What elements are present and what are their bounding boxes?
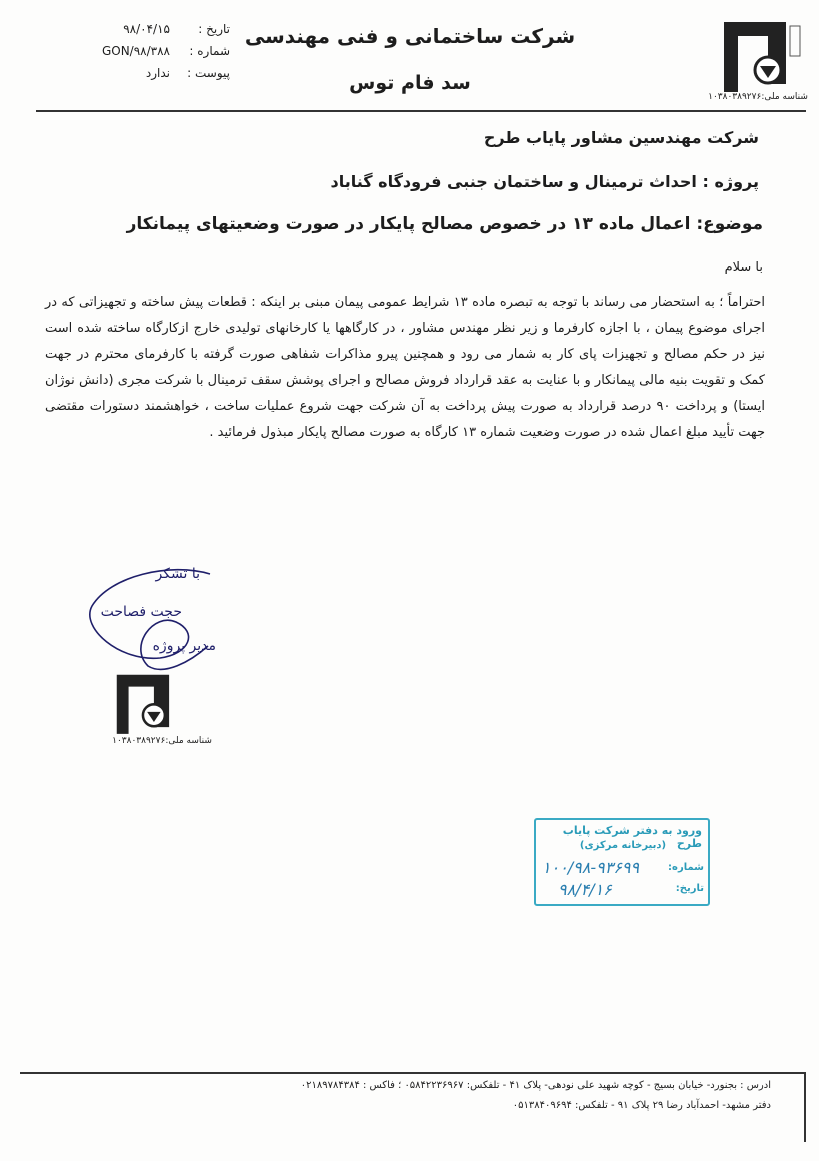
company-logo-icon (716, 14, 806, 104)
header-divider (36, 110, 806, 112)
stamp-date-label: تاریخ: (675, 883, 704, 894)
company-subtitle: سد فام توس (349, 72, 471, 94)
letter-meta (60, 18, 230, 84)
company-name: شرکت ساختمانی و فنی مهندسی (244, 24, 576, 48)
meta-number-value: GON/۹۸/۳۸۸ (101, 44, 170, 58)
handwritten-signature (80, 566, 220, 676)
meta-date (60, 18, 230, 40)
meta-attachment (60, 62, 230, 84)
footer-address-2: دفتر مشهد- احمدآباد رضا ۲۹ پلاک ۹۱ - تلفکس: ۰۵۱۳۸۴۰۹۶۹۴ (512, 1100, 771, 1111)
footer-address-1: ادرس : بجنورد- خیابان بسیج - کوچه شهید علی نودهی- پلاک ۴۱ - تلفکس: ۰۵۸۴۲۲۳۶۹۶۷ ؛ فاکس : ۰۲۱۸۹۷۸۴۳۸۴ (300, 1080, 771, 1091)
footer-side-rule (804, 1072, 806, 1142)
stamp-subtitle: (دبیرخانه مرکزی) (579, 840, 667, 851)
stamp-number-value: ۱۰۰/۹۸-۹۳۶۹۹ (542, 858, 640, 877)
meta-date-label: تاریخ : (198, 22, 230, 36)
signature-title: مدیر پروژه (152, 638, 216, 654)
stamp-number-label: شماره: (668, 862, 704, 873)
company-seal-icon (110, 668, 186, 744)
meta-number (60, 40, 230, 62)
greeting: با سلام (724, 260, 763, 275)
meta-number-label: شماره : (189, 44, 230, 58)
signature-name: حجت فصاحت (100, 604, 182, 620)
stamp-date-value: ۹۸/۴/۱۶ (558, 880, 612, 899)
signature-closing: با تشکر (155, 566, 200, 582)
body-paragraph: احتراماً ؛ به استحضار می رساند با توجه به تبصره ماده ۱۳ شرایط عمومی پیمان مبنی بر اینکه : قطعات پیش ساخته و تجهیزاتی که در اجرای موضوع پیمان ، با اجازه کارفرما و زیر نظر مهندس مشاور ، در کارگاهها یا کارخانهای تولیدی خارج ازکارگاه ساخته شده است نیز در حکم مصالح و تجهیزات پای کار به شمار می رود و همچنین پیرو مذاکرات شفاهی صورت گرفته با کارفرمای محترم در جهت کمک و تقویت بنیه مالی پیمانکار و با عنایت به عقد قرارداد فروش مصالح و اجرای پوشش سقف ترمینال با شرکت مجری (دانش نوژان ایستا) و پرداخت ۹۰ درصد قرارداد به صورت پیش پرداخت به آن شرکت جهت شروع عملیات ساخت ، خواهشمند دستورات مقتضی جهت تأیید مبلغ اعمال شده در صورت وضعیت شماره ۱۳ کارگاه به صورت مصالح پایکار مبذول فرمائید . (45, 295, 766, 440)
seal-national-id: شناسه ملی:۱۰۳۸۰۳۸۹۲۷۶ (112, 736, 212, 746)
logo-national-id: شناسه ملی:۱۰۳۸۰۳۸۹۲۷۶ (708, 92, 808, 102)
meta-attachment-value: ندارد (145, 66, 170, 80)
received-stamp (534, 818, 710, 906)
subject-line: موضوع: اعمال ماده ۱۳ در خصوص مصالح پایکار در صورت وضعیتهای پیمانکار (126, 214, 763, 234)
project-line: پروژه : احداث ترمینال و ساختمان جنبی فرودگاه گناباد (330, 172, 759, 191)
footer-divider (20, 1072, 806, 1074)
meta-date-value: ۹۸/۰۴/۱۵ (123, 22, 170, 36)
stamp-title: ورود به دفتر شرکت پایاب طرح (562, 824, 702, 850)
meta-attachment-label: پیوست : (187, 66, 230, 80)
recipient: شرکت مهندسین مشاور پایاب طرح (483, 128, 759, 147)
